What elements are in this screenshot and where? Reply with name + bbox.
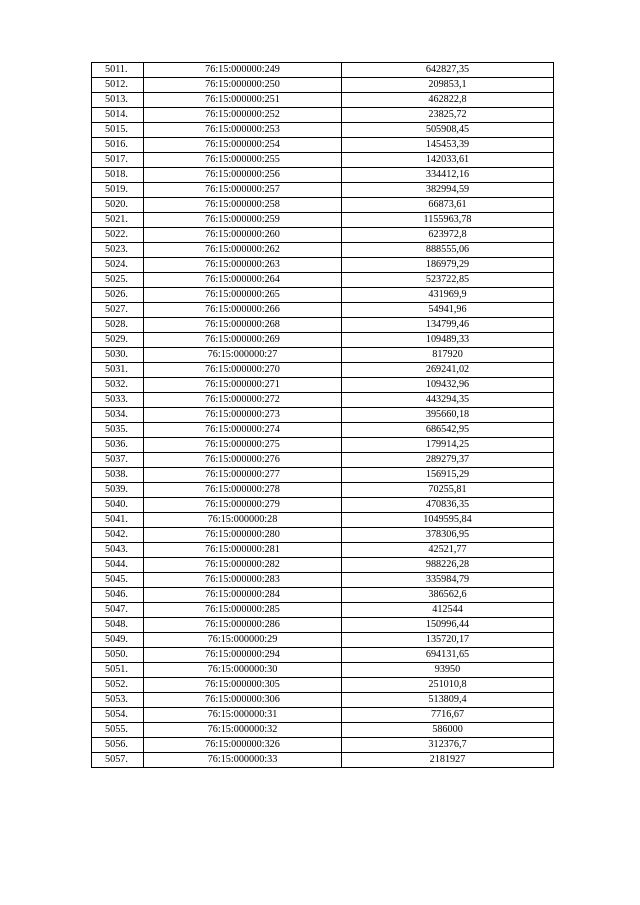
row-number-cell: 5053. bbox=[92, 693, 144, 708]
table-row bbox=[92, 753, 554, 768]
row-number-cell: 5047. bbox=[92, 603, 144, 618]
table-row bbox=[92, 648, 554, 663]
row-number-cell: 5030. bbox=[92, 348, 144, 363]
table-row bbox=[92, 408, 554, 423]
row-number-cell: 5017. bbox=[92, 153, 144, 168]
cadastral-number-cell: 76:15:000000:263 bbox=[144, 258, 342, 273]
table-row bbox=[92, 333, 554, 348]
row-number-cell: 5052. bbox=[92, 678, 144, 693]
row-number-cell: 5013. bbox=[92, 93, 144, 108]
value-cell: 1155963,78 bbox=[342, 213, 554, 228]
table-row bbox=[92, 663, 554, 678]
table-row bbox=[92, 93, 554, 108]
row-number-cell: 5022. bbox=[92, 228, 144, 243]
value-cell: 7716,67 bbox=[342, 708, 554, 723]
value-cell: 134799,46 bbox=[342, 318, 554, 333]
value-cell: 179914,25 bbox=[342, 438, 554, 453]
value-cell: 145453,39 bbox=[342, 138, 554, 153]
cadastral-number-cell: 76:15:000000:30 bbox=[144, 663, 342, 678]
table-row bbox=[92, 573, 554, 588]
cadastral-number-cell: 76:15:000000:294 bbox=[144, 648, 342, 663]
table-row bbox=[92, 123, 554, 138]
table-row bbox=[92, 258, 554, 273]
row-number-cell: 5033. bbox=[92, 393, 144, 408]
table-row bbox=[92, 393, 554, 408]
value-cell: 513809,4 bbox=[342, 693, 554, 708]
row-number-cell: 5036. bbox=[92, 438, 144, 453]
cadastral-number-cell: 76:15:000000:258 bbox=[144, 198, 342, 213]
row-number-cell: 5054. bbox=[92, 708, 144, 723]
table-row bbox=[92, 138, 554, 153]
value-cell: 142033,61 bbox=[342, 153, 554, 168]
value-cell: 70255,81 bbox=[342, 483, 554, 498]
row-number-cell: 5049. bbox=[92, 633, 144, 648]
cadastral-number-cell: 76:15:000000:274 bbox=[144, 423, 342, 438]
row-number-cell: 5011. bbox=[92, 63, 144, 78]
cadastral-number-cell: 76:15:000000:31 bbox=[144, 708, 342, 723]
table-row bbox=[92, 468, 554, 483]
row-number-cell: 5032. bbox=[92, 378, 144, 393]
row-number-cell: 5055. bbox=[92, 723, 144, 738]
cadastral-number-cell: 76:15:000000:271 bbox=[144, 378, 342, 393]
table-row bbox=[92, 348, 554, 363]
table-row bbox=[92, 678, 554, 693]
table-row bbox=[92, 183, 554, 198]
row-number-cell: 5048. bbox=[92, 618, 144, 633]
table-row bbox=[92, 363, 554, 378]
value-cell: 470836,35 bbox=[342, 498, 554, 513]
row-number-cell: 5035. bbox=[92, 423, 144, 438]
cadastral-number-cell: 76:15:000000:326 bbox=[144, 738, 342, 753]
cadastral-number-cell: 76:15:000000:286 bbox=[144, 618, 342, 633]
row-number-cell: 5012. bbox=[92, 78, 144, 93]
value-cell: 251010,8 bbox=[342, 678, 554, 693]
table-body bbox=[92, 63, 554, 768]
row-number-cell: 5028. bbox=[92, 318, 144, 333]
row-number-cell: 5031. bbox=[92, 363, 144, 378]
table-row bbox=[92, 633, 554, 648]
table-row bbox=[92, 498, 554, 513]
table-row bbox=[92, 603, 554, 618]
cadastral-number-cell: 76:15:000000:249 bbox=[144, 63, 342, 78]
value-cell: 2181927 bbox=[342, 753, 554, 768]
cadastral-number-cell: 76:15:000000:279 bbox=[144, 498, 342, 513]
value-cell: 462822,8 bbox=[342, 93, 554, 108]
cadastral-number-cell: 76:15:000000:262 bbox=[144, 243, 342, 258]
cadastral-number-cell: 76:15:000000:250 bbox=[144, 78, 342, 93]
cadastral-number-cell: 76:15:000000:260 bbox=[144, 228, 342, 243]
cadastral-number-cell: 76:15:000000:276 bbox=[144, 453, 342, 468]
value-cell: 156915,29 bbox=[342, 468, 554, 483]
row-number-cell: 5046. bbox=[92, 588, 144, 603]
table-row bbox=[92, 483, 554, 498]
value-cell: 386562,6 bbox=[342, 588, 554, 603]
cadastral-number-cell: 76:15:000000:284 bbox=[144, 588, 342, 603]
cadastral-number-cell: 76:15:000000:306 bbox=[144, 693, 342, 708]
value-cell: 505908,45 bbox=[342, 123, 554, 138]
table-row bbox=[92, 438, 554, 453]
row-number-cell: 5023. bbox=[92, 243, 144, 258]
value-cell: 269241,02 bbox=[342, 363, 554, 378]
table-row bbox=[92, 618, 554, 633]
table-row bbox=[92, 708, 554, 723]
row-number-cell: 5042. bbox=[92, 528, 144, 543]
value-cell: 817920 bbox=[342, 348, 554, 363]
value-cell: 1049595,84 bbox=[342, 513, 554, 528]
row-number-cell: 5019. bbox=[92, 183, 144, 198]
cadastral-number-cell: 76:15:000000:252 bbox=[144, 108, 342, 123]
cadastral-number-cell: 76:15:000000:257 bbox=[144, 183, 342, 198]
table-row bbox=[92, 243, 554, 258]
cadastral-value-table bbox=[91, 62, 554, 768]
value-cell: 888555,06 bbox=[342, 243, 554, 258]
cadastral-number-cell: 76:15:000000:264 bbox=[144, 273, 342, 288]
row-number-cell: 5027. bbox=[92, 303, 144, 318]
table-row bbox=[92, 453, 554, 468]
value-cell: 335984,79 bbox=[342, 573, 554, 588]
value-cell: 66873,61 bbox=[342, 198, 554, 213]
cadastral-number-cell: 76:15:000000:305 bbox=[144, 678, 342, 693]
row-number-cell: 5057. bbox=[92, 753, 144, 768]
row-number-cell: 5016. bbox=[92, 138, 144, 153]
table-row bbox=[92, 273, 554, 288]
row-number-cell: 5034. bbox=[92, 408, 144, 423]
table-row bbox=[92, 78, 554, 93]
row-number-cell: 5038. bbox=[92, 468, 144, 483]
cadastral-number-cell: 76:15:000000:280 bbox=[144, 528, 342, 543]
row-number-cell: 5026. bbox=[92, 288, 144, 303]
table-row bbox=[92, 108, 554, 123]
value-cell: 642827,35 bbox=[342, 63, 554, 78]
cadastral-number-cell: 76:15:000000:285 bbox=[144, 603, 342, 618]
cadastral-number-cell: 76:15:000000:255 bbox=[144, 153, 342, 168]
value-cell: 443294,35 bbox=[342, 393, 554, 408]
row-number-cell: 5043. bbox=[92, 543, 144, 558]
table-row bbox=[92, 528, 554, 543]
value-cell: 694131,65 bbox=[342, 648, 554, 663]
cadastral-number-cell: 76:15:000000:253 bbox=[144, 123, 342, 138]
value-cell: 54941,96 bbox=[342, 303, 554, 318]
cadastral-number-cell: 76:15:000000:270 bbox=[144, 363, 342, 378]
value-cell: 523722,85 bbox=[342, 273, 554, 288]
cadastral-number-cell: 76:15:000000:281 bbox=[144, 543, 342, 558]
value-cell: 623972,8 bbox=[342, 228, 554, 243]
cadastral-number-cell: 76:15:000000:268 bbox=[144, 318, 342, 333]
row-number-cell: 5029. bbox=[92, 333, 144, 348]
row-number-cell: 5014. bbox=[92, 108, 144, 123]
cadastral-number-cell: 76:15:000000:259 bbox=[144, 213, 342, 228]
table-row bbox=[92, 543, 554, 558]
row-number-cell: 5056. bbox=[92, 738, 144, 753]
table-row bbox=[92, 63, 554, 78]
cadastral-number-cell: 76:15:000000:29 bbox=[144, 633, 342, 648]
cadastral-number-cell: 76:15:000000:269 bbox=[144, 333, 342, 348]
row-number-cell: 5018. bbox=[92, 168, 144, 183]
cadastral-number-cell: 76:15:000000:251 bbox=[144, 93, 342, 108]
table-row bbox=[92, 288, 554, 303]
cadastral-number-cell: 76:15:000000:27 bbox=[144, 348, 342, 363]
row-number-cell: 5051. bbox=[92, 663, 144, 678]
row-number-cell: 5037. bbox=[92, 453, 144, 468]
value-cell: 412544 bbox=[342, 603, 554, 618]
row-number-cell: 5050. bbox=[92, 648, 144, 663]
table-row bbox=[92, 558, 554, 573]
table-row bbox=[92, 693, 554, 708]
cadastral-number-cell: 76:15:000000:283 bbox=[144, 573, 342, 588]
value-cell: 93950 bbox=[342, 663, 554, 678]
cadastral-number-cell: 76:15:000000:33 bbox=[144, 753, 342, 768]
value-cell: 109432,96 bbox=[342, 378, 554, 393]
value-cell: 186979,29 bbox=[342, 258, 554, 273]
value-cell: 988226,28 bbox=[342, 558, 554, 573]
table-row bbox=[92, 318, 554, 333]
cadastral-number-cell: 76:15:000000:266 bbox=[144, 303, 342, 318]
value-cell: 209853,1 bbox=[342, 78, 554, 93]
table-row bbox=[92, 213, 554, 228]
cadastral-number-cell: 76:15:000000:32 bbox=[144, 723, 342, 738]
row-number-cell: 5041. bbox=[92, 513, 144, 528]
row-number-cell: 5045. bbox=[92, 573, 144, 588]
value-cell: 42521,77 bbox=[342, 543, 554, 558]
table-row bbox=[92, 228, 554, 243]
table-row bbox=[92, 738, 554, 753]
cadastral-number-cell: 76:15:000000:265 bbox=[144, 288, 342, 303]
value-cell: 382994,59 bbox=[342, 183, 554, 198]
row-number-cell: 5039. bbox=[92, 483, 144, 498]
row-number-cell: 5044. bbox=[92, 558, 144, 573]
table-row bbox=[92, 423, 554, 438]
cadastral-number-cell: 76:15:000000:277 bbox=[144, 468, 342, 483]
value-cell: 109489,33 bbox=[342, 333, 554, 348]
value-cell: 23825,72 bbox=[342, 108, 554, 123]
row-number-cell: 5021. bbox=[92, 213, 144, 228]
row-number-cell: 5025. bbox=[92, 273, 144, 288]
value-cell: 150996,44 bbox=[342, 618, 554, 633]
value-cell: 686542,95 bbox=[342, 423, 554, 438]
cadastral-number-cell: 76:15:000000:278 bbox=[144, 483, 342, 498]
value-cell: 431969,9 bbox=[342, 288, 554, 303]
value-cell: 135720,17 bbox=[342, 633, 554, 648]
value-cell: 378306,95 bbox=[342, 528, 554, 543]
row-number-cell: 5020. bbox=[92, 198, 144, 213]
table-row bbox=[92, 513, 554, 528]
value-cell: 586000 bbox=[342, 723, 554, 738]
value-cell: 312376,7 bbox=[342, 738, 554, 753]
cadastral-number-cell: 76:15:000000:275 bbox=[144, 438, 342, 453]
row-number-cell: 5015. bbox=[92, 123, 144, 138]
table-row bbox=[92, 168, 554, 183]
table-row bbox=[92, 153, 554, 168]
cadastral-number-cell: 76:15:000000:272 bbox=[144, 393, 342, 408]
table-row bbox=[92, 198, 554, 213]
cadastral-number-cell: 76:15:000000:273 bbox=[144, 408, 342, 423]
cadastral-number-cell: 76:15:000000:256 bbox=[144, 168, 342, 183]
cadastral-number-cell: 76:15:000000:254 bbox=[144, 138, 342, 153]
value-cell: 289279,37 bbox=[342, 453, 554, 468]
row-number-cell: 5024. bbox=[92, 258, 144, 273]
value-cell: 334412,16 bbox=[342, 168, 554, 183]
value-cell: 395660,18 bbox=[342, 408, 554, 423]
cadastral-number-cell: 76:15:000000:28 bbox=[144, 513, 342, 528]
row-number-cell: 5040. bbox=[92, 498, 144, 513]
table-row bbox=[92, 588, 554, 603]
table-row bbox=[92, 378, 554, 393]
table-row bbox=[92, 303, 554, 318]
table-row bbox=[92, 723, 554, 738]
cadastral-number-cell: 76:15:000000:282 bbox=[144, 558, 342, 573]
